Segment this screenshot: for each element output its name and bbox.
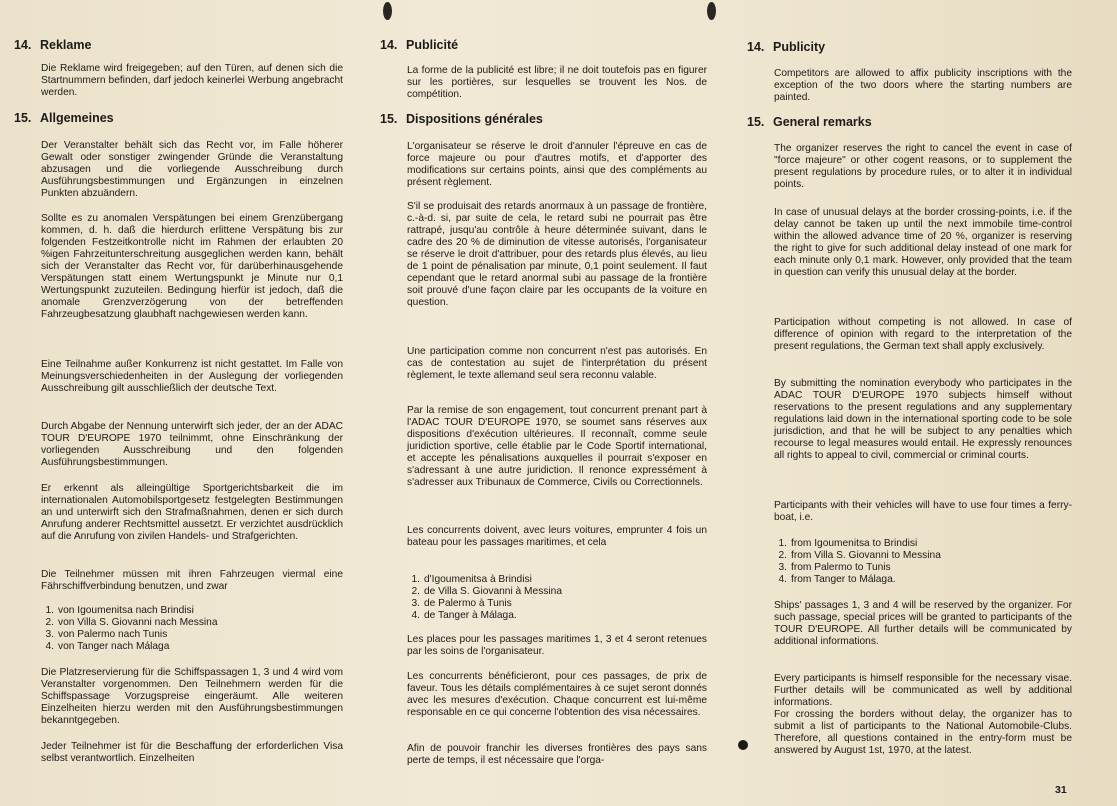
list-item: 3. von Palermo nach Tunis: [45, 629, 168, 640]
section-title: Allgemeines: [40, 111, 114, 125]
section-number: 15.: [380, 112, 398, 126]
paragraph: Afin de pouvoir franchir les diverses frontières des pays sans perte de temps, il est nécessaire que l'orga-: [407, 743, 707, 766]
list-item: 3. from Palermo to Tunis: [778, 562, 891, 573]
section-number: 14.: [14, 38, 32, 52]
paragraph: Er erkennt als alleingültige Sportgerichtsbarkeit die im internationalen Automobilsportgesetz festgelegten Bestimmungen an und unterwirft sich den Strafmaßnahmen, denen er sich durch Anrufung anderer Rechtsmittel aussetzt. Er verzichtet ausdrücklich auf die Anrufung von zivilen Handels- und Strafgerichten.: [41, 483, 343, 542]
ferry-list: [771, 538, 941, 586]
section-title: Reklame: [40, 38, 92, 52]
list-item: 1. von Igoumenitsa nach Brindisi: [45, 605, 194, 616]
section-14-text: Competitors are allowed to affix publicity inscriptions with the exception of the two doors where the starting numbers are painted.: [774, 68, 1072, 103]
list-item: 2. von Villa S. Giovanni nach Messina: [45, 617, 218, 628]
list-item: 3. de Palermo à Tunis: [411, 598, 512, 609]
paragraph: Participants with their vehicles will have to use four times a ferry-boat, i.e.: [774, 500, 1072, 523]
section-14-text: La forme de la publicité est libre; il ne doit toutefois pas en figurer sur les portières, sur lesquelles se trouvent les Nos. de compétition.: [407, 65, 707, 100]
section-15-heading: [747, 115, 872, 129]
paragraph: S'il se produisait des retards anormaux à un passage de frontière, c.-à-d. si, par suite de cela, le retard subi ne pourrait pas être rattrapé, jusqu'au contrôle à heure déterminée suivant, dans le cadre des 20 % de diminution de vitesse autorisés, l'organisateur se réserve le droit d'attribuer, pour des retards plus élevés, au lieu de 1 point de pénalisation par minute, 0,1 point seulement. Il faut cependant que le retard anormal subi au passage de la frontière soit prouvé d'une façon claire par les occupants de la voiture en question.: [407, 201, 707, 308]
list-item: 2. from Villa S. Giovanni to Messina: [778, 550, 941, 561]
section-title: Dispositions générales: [406, 112, 543, 126]
section-number: 14.: [747, 40, 765, 54]
section-15-heading: [380, 112, 543, 126]
paragraph: Une participation comme non concurrent n'est pas autorisés. En cas de contestation au sujet de l'interprétation du présent règlement, le texte allemand seul sera reconnu valable.: [407, 346, 707, 381]
ferry-list: [404, 574, 562, 622]
list-item: 1. d'Igoumenitsa à Brindisi: [411, 574, 532, 585]
section-title: General remarks: [773, 115, 872, 129]
paragraph: Sollte es zu anomalen Verspätungen bei einem Grenzübergang kommen, d. h. daß die hierdurch erlittene Verspätung bis zur folgenden Festzeitkontrolle nicht im Rahmen der erlaubten 20 %igen Fahrzeitunterschreitung ausgeglichen werden kann, behält sich der Veranstalter das Recht vor, für darüberhinausgehende Verspätungen statt einem Wertungspunkt je Minute nur 0,1 Wertungspunkt zuzuteilen. Bedingung hierfür ist jedoch, daß die anomale Grenzverzögerung von der betreffenden Fahrzeugbesatzung glaubhaft nachgewiesen werden kann.: [41, 213, 343, 320]
section-14-heading: [380, 38, 458, 52]
paragraph: Ships' passages 1, 3 and 4 will be reserved by the organizer. For such passage, special prices will be granted to participants of the TOUR D'EUROPE. All further details will be communicated by additional informations.: [774, 600, 1072, 647]
page-number: 31: [1055, 784, 1067, 796]
paragraph: Every participants is himself responsible for the necessary visae. Further details will be communicated as well by additional informations.: [774, 673, 1072, 708]
paragraph: Durch Abgabe der Nennung unterwirft sich jeder, der an der ADAC TOUR D'EUROPE 1970 teilnimmt, ohne Einschränkung der vorliegenden Ausschreibung und den folgenden Ausführungsbestimmungen.: [41, 421, 343, 468]
list-item: 4. de Tanger à Málaga.: [411, 610, 517, 621]
paragraph: The organizer reserves the right to cancel the event in case of "force majeure" or other cogent reasons, or to supplement the present regulations by procedure rules, or to alter it in individual points.: [774, 143, 1072, 190]
ferry-list: [38, 605, 218, 653]
section-15-heading: [14, 111, 114, 125]
section-14-text: Die Reklame wird freigegeben; auf den Türen, auf denen sich die Startnummern befinden, darf jedoch keinerlei Werbung angebracht werden.: [41, 63, 343, 98]
paragraph: Participation without competing is not allowed. In case of difference of opinion with regard to the interpretation of the present regulations, the German text shall apply exclusively.: [774, 317, 1072, 352]
paragraph: For crossing the borders without delay, the organizer has to submit a list of participants to the National Automobile-Clubs. Therefore, all questions contained in the entry-form must be answered by August 1st, 1970, at the latest.: [774, 709, 1072, 756]
paragraph: Les concurrents doivent, avec leurs voitures, emprunter 4 fois un bateau pour les passages maritimes, et cela: [407, 525, 707, 548]
paragraph: In case of unusual delays at the border crossing-points, i.e. if the delay cannot be taken up until the next immobile time-control within the allowed advance time of 20 %, organizer is reserving the right to give for such additional delay instead of one mark for each minute only 0,1 mark. However, only provided that the team in question can verify this unusual delay at the border.: [774, 207, 1072, 278]
paragraph: L'organisateur se réserve le droit d'annuler l'épreuve en cas de force majeure ou pour d'autres motifs, et d'apporter des modifications sur certains points, ainsi que des compléments au présent règlement.: [407, 141, 707, 188]
section-14-heading: [747, 40, 825, 54]
list-item: 4. von Tanger nach Málaga: [45, 641, 170, 652]
paragraph: Eine Teilnahme außer Konkurrenz ist nicht gestattet. Im Falle von Meinungsverschiedenheiten in der Auslegung der vorliegenden Ausschreibung gilt ausschließlich der deutsche Text.: [41, 359, 343, 394]
paragraph: By submitting the nomination everybody who participates in the ADAC TOUR D'EUROPE 1970 subjects himself without reservations to the present regulations and any supplementary regulations laid down in the international sporting code to be sole jurisdiction, and that he will be subject to any penalties which recourse to legal measures would entail. He expressly renounces all rights to appeal to civil, commercial or criminal courts.: [774, 378, 1072, 461]
paragraph: Les places pour les passages maritimes 1, 3 et 4 seront retenues par les soins de l'organisateur.: [407, 634, 707, 657]
list-item: 2. de Villa S. Giovanni à Messina: [411, 586, 562, 597]
punch-hole-right: [707, 2, 716, 20]
paragraph: Die Platzreservierung für die Schiffspassagen 1, 3 und 4 wird vom Veranstalter vorgenommen. Den Teilnehmern werden für die Schiffspassage Vorzugspreise eingeräumt. Alle weiteren Einzelheiten hierzu werden mit den Ausführungsbestimmungen bekanntgegeben.: [41, 667, 343, 726]
paragraph: Die Teilnehmer müssen mit ihren Fahrzeugen viermal eine Fährschiffverbindung benutzen, und zwar: [41, 569, 343, 592]
punch-hole-left: [383, 2, 392, 20]
list-item: 4. from Tanger to Málaga.: [778, 574, 896, 585]
paragraph: Les concurrents bénéficieront, pour ces passages, de prix de faveur. Tous les détails complémentaires à ce sujet seront donnés avec les mesures d'exécution. Chaque concurrent est lui-même responsable en ce qui concerne l'obtention des visa nécessaires.: [407, 671, 707, 718]
paragraph: Jeder Teilnehmer ist für die Beschaffung der erforderlichen Visa selbst verantwortlich. Einzelheiten: [41, 741, 343, 764]
margin-bullet-dot: [738, 740, 748, 750]
section-14-heading: [14, 38, 91, 52]
section-title: Publicity: [773, 40, 826, 54]
section-number: 15.: [747, 115, 765, 129]
section-number: 14.: [380, 38, 398, 52]
paragraph: Der Veranstalter behält sich das Recht vor, im Falle höherer Gewalt oder sonstiger zwingender Gründe die Veranstaltung abzusagen und die vorliegende Ausschreibung durch Ausführungsbestimmungen und Ergänzungen in einzelnen Punkten abzuändern.: [41, 140, 343, 199]
list-item: 1. from Igoumenitsa to Brindisi: [778, 538, 918, 549]
section-number: 15.: [14, 111, 32, 125]
paragraph: Par la remise de son engagement, tout concurrent prenant part à l'ADAC TOUR D'EUROPE 1970, se soumet sans réserves aux dispositions d'exécution ultérieures. Il reconnaît, comme seule juridiction sportive, celle établie par le Code Sportif international, et accepte les pénalisations auxquelles il pourrait s'exposer en s'adressant à une autre juridiction. Il renonce expressément à s'adresser aux Tribunaux de Commerce, Civils ou Correctionnels.: [407, 405, 707, 488]
section-title: Publicité: [406, 38, 459, 52]
